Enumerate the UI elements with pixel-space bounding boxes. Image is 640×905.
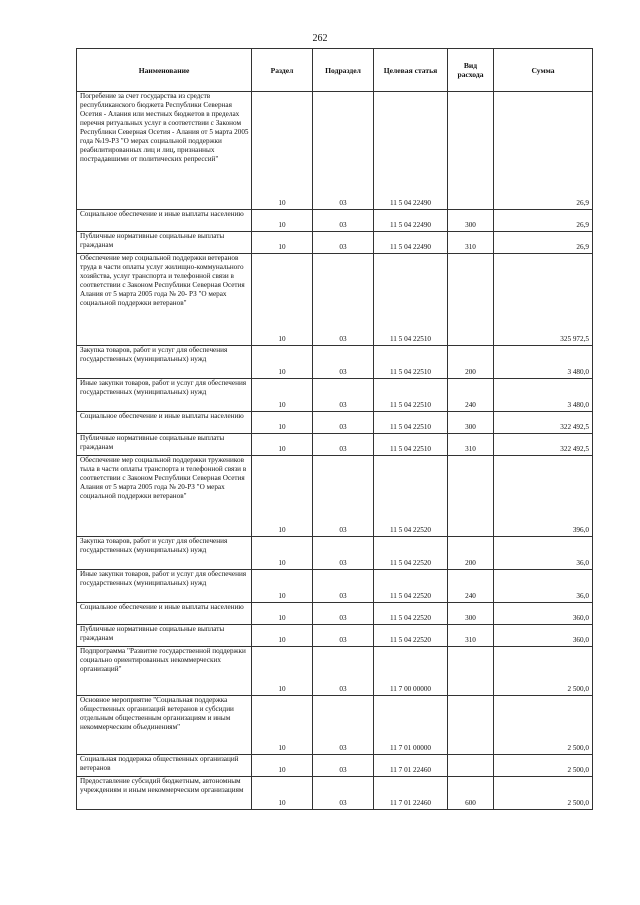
cell-vid: 310 [448,232,494,254]
cell-sum: 3 480,0 [494,379,593,412]
table-row [77,434,593,456]
table-row [77,92,593,210]
cell-target: 11 5 04 22520 [374,537,448,570]
cell-target: 11 5 04 22510 [374,379,448,412]
cell-target: 11 5 04 22520 [374,570,448,603]
cell-razdel: 10 [252,647,313,696]
cell-name: Социальная поддержка общественных организаций ветеранов [77,755,252,777]
cell-vid: 240 [448,570,494,603]
cell-target: 11 5 04 22490 [374,232,448,254]
cell-vid: 300 [448,603,494,625]
cell-vid: 200 [448,537,494,570]
cell-sum: 36,0 [494,537,593,570]
cell-vid: 300 [448,412,494,434]
table-row [77,346,593,379]
cell-razdel: 10 [252,379,313,412]
cell-razdel: 10 [252,412,313,434]
cell-razdel: 10 [252,346,313,379]
cell-name: Обеспечение мер социальной поддержки тружеников тыла в части оплаты транспорта и телефонной связи в соответствии с Законом Республики Северная Осетия Алания от 5 марта 2005 года № 20-РЗ "О мерах социальной поддержки ветеранов" [77,456,252,537]
cell-vid: 310 [448,625,494,647]
cell-sum: 396,0 [494,456,593,537]
table-row [77,647,593,696]
cell-razdel: 10 [252,625,313,647]
cell-podrazdel: 03 [313,603,374,625]
table-row [77,210,593,232]
cell-vid [448,254,494,346]
cell-sum: 325 972,5 [494,254,593,346]
cell-sum: 2 500,0 [494,777,593,810]
cell-sum: 36,0 [494,570,593,603]
cell-name: Социальное обеспечение и иные выплаты населению [77,603,252,625]
table-row [77,570,593,603]
cell-podrazdel: 03 [313,456,374,537]
cell-sum: 26,9 [494,232,593,254]
cell-sum: 3 480,0 [494,346,593,379]
cell-podrazdel: 03 [313,346,374,379]
table-row [77,456,593,537]
cell-sum: 322 492,5 [494,434,593,456]
cell-target: 11 5 04 22520 [374,603,448,625]
cell-name: Публичные нормативные социальные выплаты гражданам [77,625,252,647]
cell-target: 11 7 01 22460 [374,777,448,810]
cell-podrazdel: 03 [313,537,374,570]
cell-razdel: 10 [252,537,313,570]
table-row [77,696,593,755]
table-row [77,254,593,346]
cell-razdel: 10 [252,456,313,537]
cell-target: 11 5 04 22510 [374,254,448,346]
table-row [77,625,593,647]
cell-sum: 322 492,5 [494,412,593,434]
cell-name: Социальное обеспечение и иные выплаты населению [77,210,252,232]
cell-razdel: 10 [252,254,313,346]
cell-vid [448,647,494,696]
cell-name: Закупка товаров, работ и услуг для обеспечения государственных (муниципальных) нужд [77,537,252,570]
cell-podrazdel: 03 [313,625,374,647]
cell-vid [448,92,494,210]
header-podrazdel: Подраздел [313,49,374,92]
table-row [77,232,593,254]
cell-vid: 300 [448,210,494,232]
cell-podrazdel: 03 [313,647,374,696]
cell-razdel: 10 [252,603,313,625]
cell-target: 11 5 04 22490 [374,92,448,210]
cell-sum: 2 500,0 [494,696,593,755]
table-row [77,755,593,777]
cell-podrazdel: 03 [313,232,374,254]
cell-sum: 26,9 [494,210,593,232]
cell-razdel: 10 [252,570,313,603]
cell-sum: 360,0 [494,603,593,625]
header-row [77,49,593,92]
cell-razdel: 10 [252,696,313,755]
cell-target: 11 5 04 22510 [374,434,448,456]
cell-razdel: 10 [252,434,313,456]
table-row [77,412,593,434]
cell-name: Публичные нормативные социальные выплаты гражданам [77,232,252,254]
cell-target: 11 7 01 00000 [374,696,448,755]
table-row [77,777,593,810]
cell-name: Закупка товаров, работ и услуг для обеспечения государственных (муниципальных) нужд [77,346,252,379]
cell-razdel: 10 [252,210,313,232]
cell-sum: 26,9 [494,92,593,210]
cell-sum: 2 500,0 [494,755,593,777]
table-row [77,379,593,412]
cell-podrazdel: 03 [313,755,374,777]
cell-podrazdel: 03 [313,696,374,755]
cell-name: Социальное обеспечение и иные выплаты населению [77,412,252,434]
cell-vid [448,456,494,537]
header-razdel: Раздел [252,49,313,92]
cell-vid: 200 [448,346,494,379]
header-target: Целевая статья [374,49,448,92]
cell-podrazdel: 03 [313,210,374,232]
cell-name: Иные закупки товаров, работ и услуг для обеспечения государственных (муниципальных) нужд [77,379,252,412]
cell-podrazdel: 03 [313,777,374,810]
cell-podrazdel: 03 [313,254,374,346]
header-vid: Вид расхода [448,49,494,92]
cell-target: 11 5 04 22490 [374,210,448,232]
cell-target: 11 5 04 22510 [374,346,448,379]
cell-target: 11 5 04 22510 [374,412,448,434]
cell-razdel: 10 [252,755,313,777]
cell-podrazdel: 03 [313,379,374,412]
cell-podrazdel: 03 [313,412,374,434]
cell-razdel: 10 [252,777,313,810]
cell-vid [448,696,494,755]
cell-name: Основное мероприятие "Социальная поддержка общественных организаций ветеранов и субсидии отдельным общественным организациям и иным некоммерческим объединениям" [77,696,252,755]
cell-target: 11 7 00 00000 [374,647,448,696]
cell-target: 11 5 04 22520 [374,456,448,537]
cell-name: Предоставление субсидий бюджетным, автономным учреждениям и иным некоммерческим организациям [77,777,252,810]
cell-name: Иные закупки товаров, работ и услуг для обеспечения государственных (муниципальных) нужд [77,570,252,603]
table-row [77,537,593,570]
table-row [77,603,593,625]
cell-razdel: 10 [252,232,313,254]
cell-vid: 600 [448,777,494,810]
cell-podrazdel: 03 [313,434,374,456]
cell-vid: 310 [448,434,494,456]
cell-podrazdel: 03 [313,570,374,603]
cell-target: 11 5 04 22520 [374,625,448,647]
cell-target: 11 7 01 22460 [374,755,448,777]
cell-name: Публичные нормативные социальные выплаты гражданам [77,434,252,456]
page-number: 262 [312,33,328,44]
cell-sum: 360,0 [494,625,593,647]
cell-name: Подпрограмма "Развитие государственной поддержки социально ориентированных некоммерческих организаций" [77,647,252,696]
header-name: Наименование [77,49,252,92]
cell-name: Обеспечение мер социальной поддержки ветеранов труда в части оплаты услуг жилищно-коммунального хозяйства, услуг транспорта и телефонной связи в соответствии с Законом Республики Северная Осетия Алания от 5 марта 2005 года № 20- РЗ "О мерах социальной поддержки ветеранов" [77,254,252,346]
cell-sum: 2 500,0 [494,647,593,696]
header-sum: Сумма [494,49,593,92]
budget-table [76,48,593,810]
cell-name: Погребение за счет государства из средств республиканского бюджета Республики Северная Осетия - Алания или местных бюджетов в пределах перечня ритуальных услуг в соответствии с Законом Республики Северная Осетия - Алания от 5 марта 2005 года №19-РЗ "О мерах социальной поддержки реабилитированных лиц и лиц, признанных пострадавшими от политических репрессий" [77,92,252,210]
cell-vid: 240 [448,379,494,412]
cell-razdel: 10 [252,92,313,210]
cell-podrazdel: 03 [313,92,374,210]
cell-vid [448,755,494,777]
